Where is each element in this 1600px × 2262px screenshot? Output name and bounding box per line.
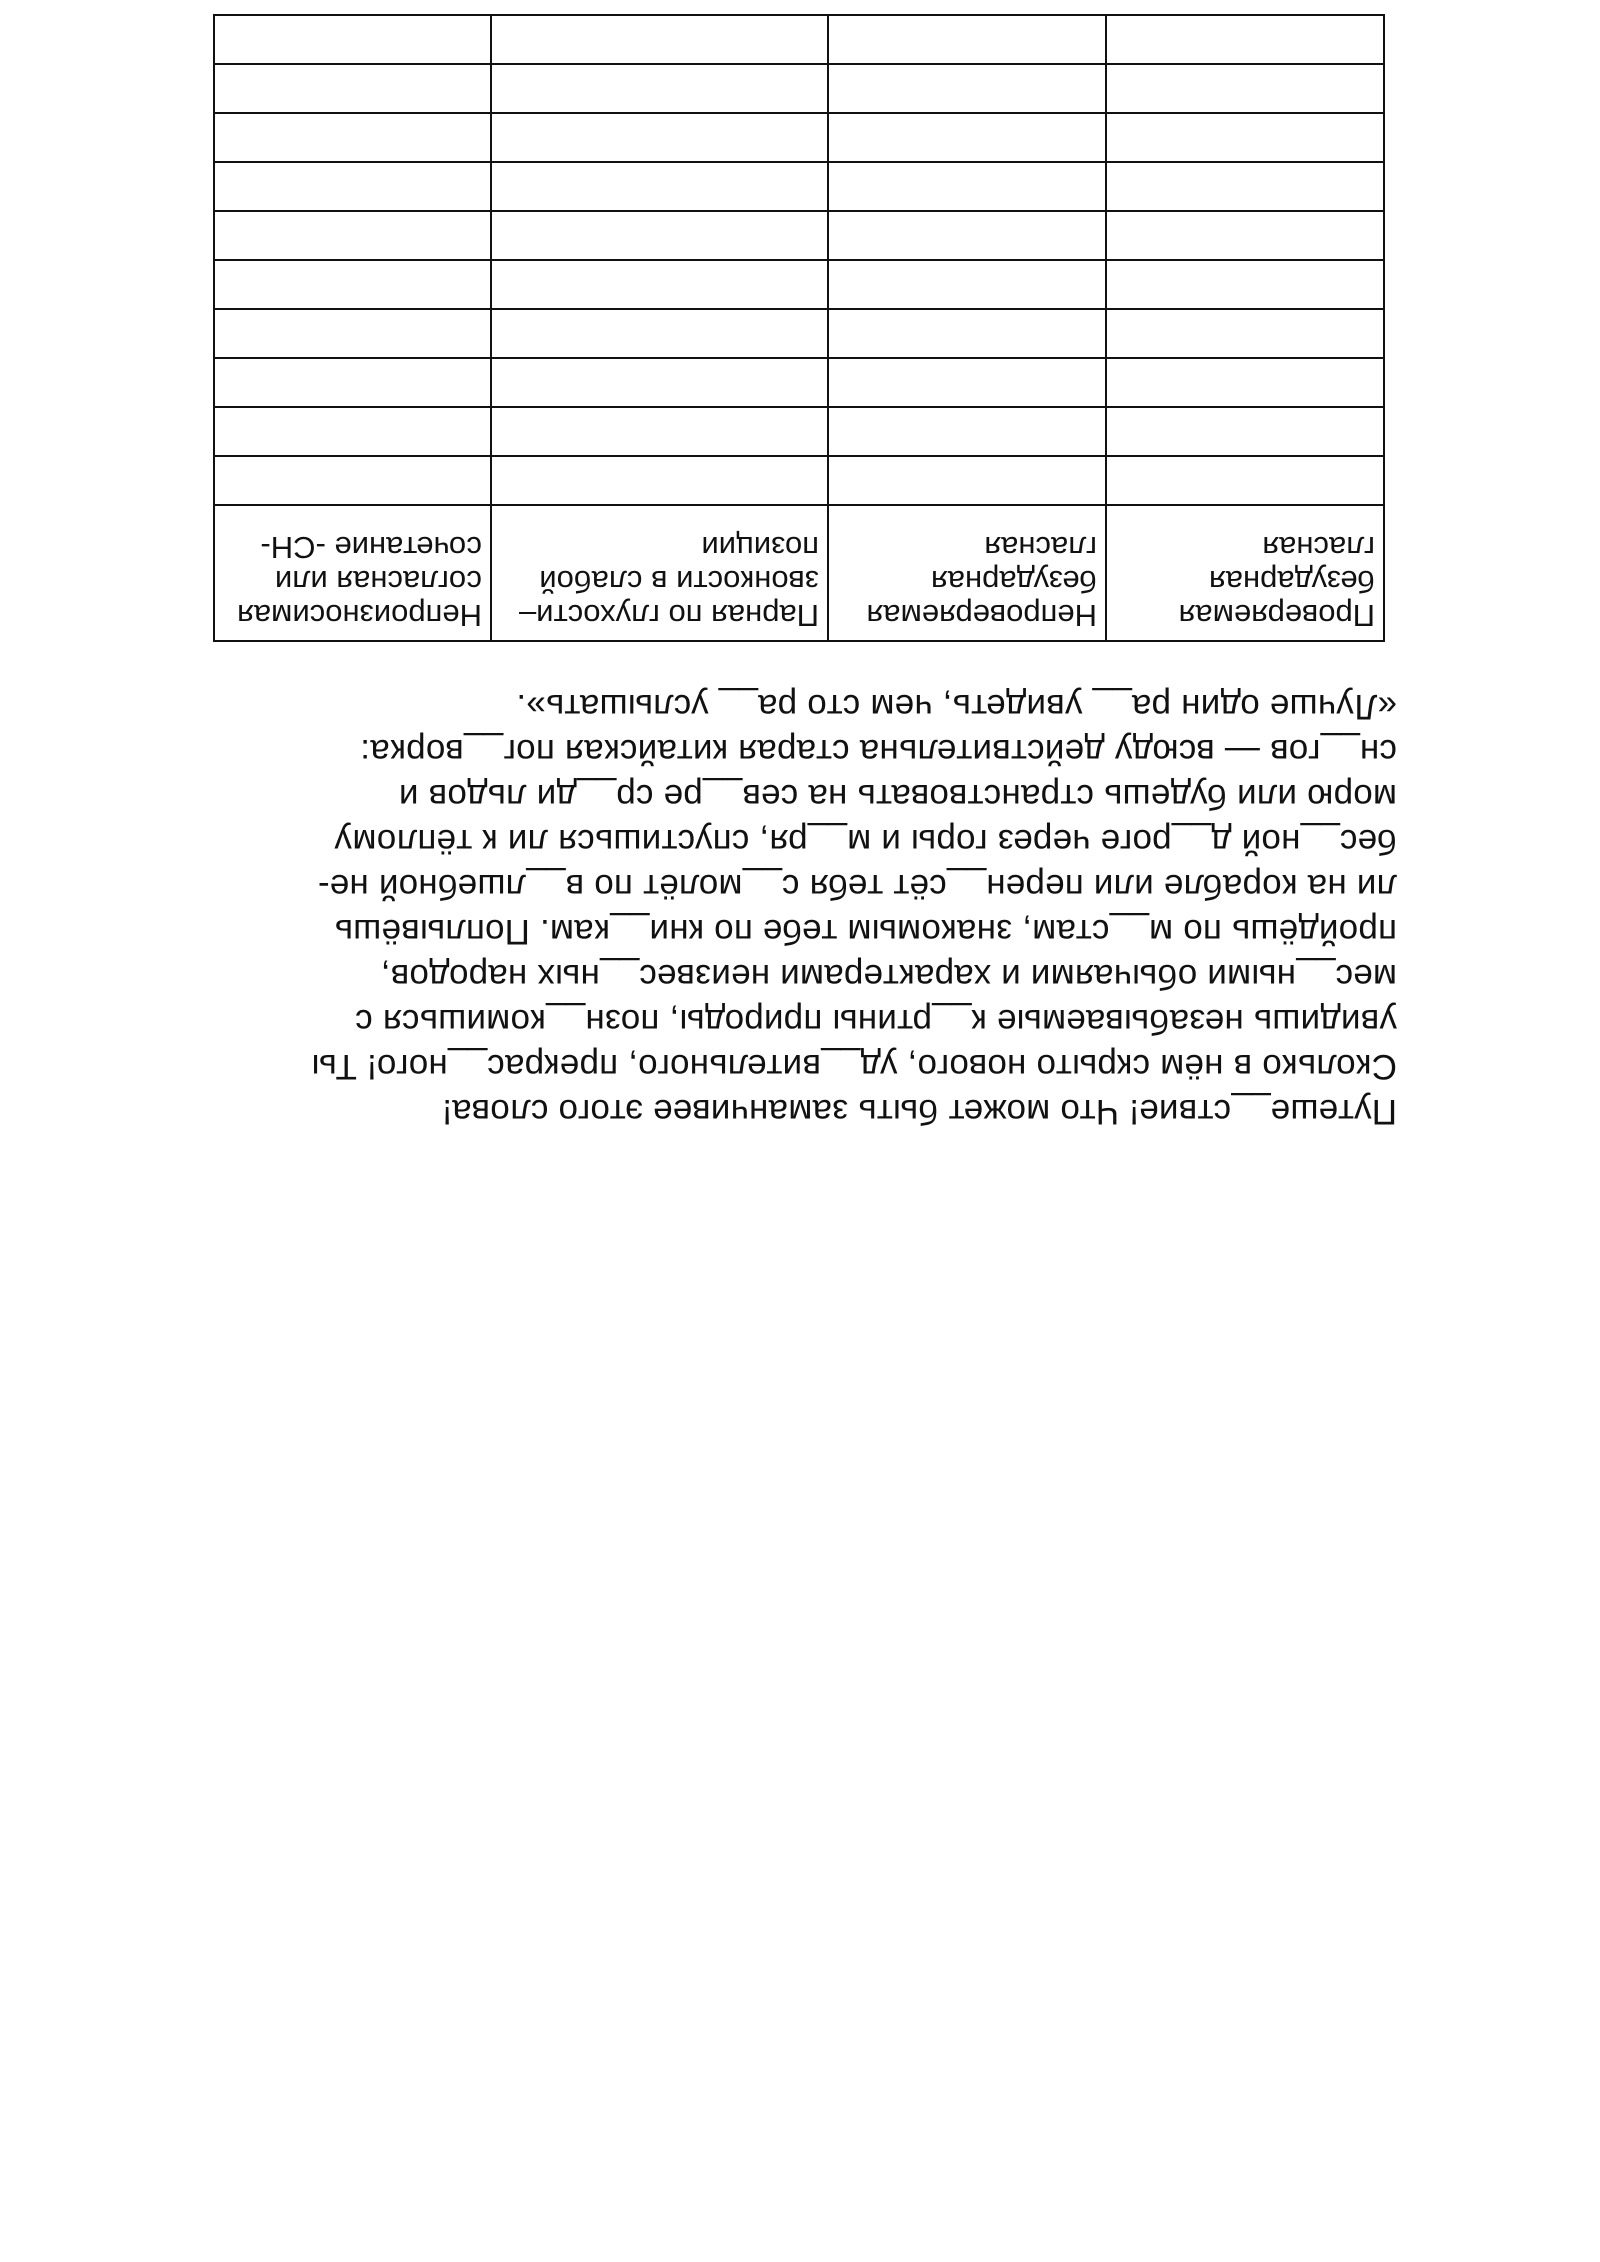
header-paired-voiced-voiceless-consonant: Парная по глухости– звонкости в слабой позиции (491, 505, 828, 641)
answer-cell (491, 407, 828, 456)
passage-line: Сколько в нём скрыто нового, уд__вительного, прекрас__ного! Ты (311, 1047, 1397, 1086)
answer-cell (828, 456, 1106, 505)
answer-cell (214, 456, 491, 505)
answer-cell (828, 211, 1106, 260)
answer-cell (214, 15, 491, 64)
answer-cell (828, 15, 1106, 64)
answer-cell (214, 162, 491, 211)
answer-cell (214, 309, 491, 358)
answer-cell (214, 358, 491, 407)
answer-cell (828, 358, 1106, 407)
answer-cell (828, 113, 1106, 162)
answer-cell (1106, 407, 1384, 456)
passage-line: ли на корабле или перен__сёт тебя с__молёт по в__лшебной не- (317, 867, 1397, 906)
passage-line: Путеше__ствие! Что может быть заманчивее этого слова! (442, 1092, 1397, 1131)
passage-line: морю или будешь странствовать на сев__ре ср__ди льдов и (398, 777, 1397, 816)
answer-cell (828, 260, 1106, 309)
answer-cell (828, 309, 1106, 358)
answer-cell (1106, 309, 1384, 358)
answer-cell (491, 309, 828, 358)
passage-line: пройдёшь по м__стам, знакомым тебе по кни__кам. Поплывёшь (334, 912, 1397, 951)
table-row (214, 162, 1384, 211)
header-checked-unstressed-vowel: Проверяемая безударная гласная (1106, 505, 1384, 641)
answer-cell (214, 64, 491, 113)
spelling-classification-table (213, 14, 1385, 642)
passage-line: «Лучше один ра__ увидеть, чем сто ра__ услышать». (516, 687, 1397, 726)
table-row (214, 456, 1384, 505)
answer-cell (214, 113, 491, 162)
table-row (214, 113, 1384, 162)
table-row (214, 358, 1384, 407)
answer-cell (1106, 64, 1384, 113)
table-row (214, 15, 1384, 64)
answer-cell (491, 64, 828, 113)
answer-cell (1106, 15, 1384, 64)
answer-cell (1106, 260, 1384, 309)
table-row (214, 211, 1384, 260)
answer-cell (828, 407, 1106, 456)
answer-cell (214, 260, 491, 309)
header-unchecked-unstressed-vowel: Непроверяемая безударная гласная (828, 505, 1106, 641)
table-row (214, 407, 1384, 456)
answer-cell (491, 211, 828, 260)
answer-cell (491, 113, 828, 162)
answer-cell (1106, 456, 1384, 505)
answer-cell (491, 358, 828, 407)
table-row (214, 309, 1384, 358)
answer-cell (1106, 211, 1384, 260)
passage-line: сн__гов — всюду действительна старая китайская пог__ворка: (360, 732, 1397, 771)
answer-cell (828, 64, 1106, 113)
table-header-row (214, 505, 1384, 641)
answer-cell (491, 162, 828, 211)
answer-cell (491, 260, 828, 309)
header-silent-consonant: Непроизносимая согласная или сочетание -СН- (214, 505, 491, 641)
answer-cell (1106, 162, 1384, 211)
table-row (214, 64, 1384, 113)
answer-cell (1106, 113, 1384, 162)
answer-cell (828, 162, 1106, 211)
table-row (214, 260, 1384, 309)
exercise-passage (217, 684, 1397, 1134)
answer-cell (491, 15, 828, 64)
passage-line: бес__ной д__роге через горы и м__ря, спустишься ли к тёплому (334, 822, 1397, 861)
answer-cell (214, 211, 491, 260)
passage-line: мес__ными обычаями и характерами неизвес__ных народов, (380, 957, 1397, 996)
table-body (214, 15, 1384, 505)
answer-cell (1106, 358, 1384, 407)
answer-cell (491, 456, 828, 505)
answer-cell (214, 407, 491, 456)
passage-line: увидишь незабываемые к__ртины природы, позн__комишься с (355, 1002, 1397, 1041)
